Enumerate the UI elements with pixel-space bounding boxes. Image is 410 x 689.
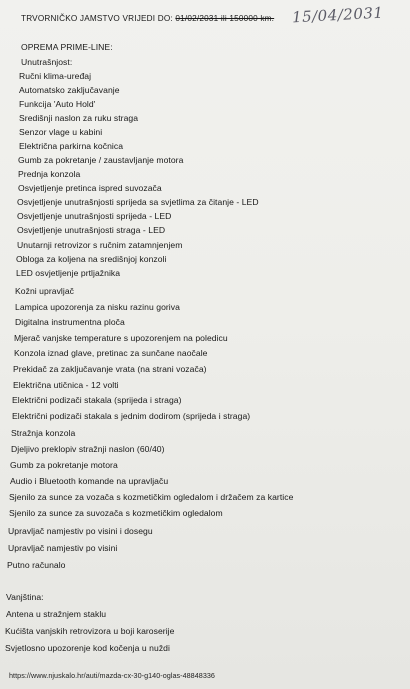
list-item: Stražnja konzola [11, 428, 76, 438]
exterior-title: Vanjština: [6, 592, 44, 602]
list-item: Upravljač namjestiv po visini [8, 543, 118, 553]
list-item: Ručni klima-uređaj [19, 71, 92, 81]
list-item: Gumb za pokretanje / zaustavljanje motora [18, 155, 184, 165]
list-item: Osvjetljenje pretinca ispred suvozača [18, 183, 162, 193]
list-item: Sjenilo za sunce za suvozača s kozmetičkim ogledalom [9, 508, 223, 518]
list-item: Električna parkirna kočnica [19, 141, 124, 151]
list-item: Putno računalo [7, 560, 66, 570]
list-item: Automatsko zaključavanje [19, 85, 120, 95]
list-item: Osvjetljenje unutrašnjosti straga - LED [17, 225, 166, 235]
warranty-header [21, 14, 274, 24]
list-item: LED osvjetljenje prtljažnika [16, 268, 121, 278]
handwritten-date: 15/04/2031 [291, 3, 384, 27]
list-item: Konzola iznad glave, pretinac za sunčane naočale [14, 348, 208, 358]
list-item: Kožni upravljač [15, 286, 75, 296]
list-item: Prekidač za zaključavanje vrata (na strani vozača) [13, 364, 207, 374]
list-item: Digitalna instrumentna ploča [15, 317, 125, 327]
list-item: Djeljivo preklopiv stražnji naslon (60/40) [11, 444, 165, 454]
list-item: Audio i Bluetooth komande na upravljaču [10, 476, 169, 486]
list-item: Gumb za pokretanje motora [10, 460, 118, 470]
warranty-struck-date: 01/02/2031 ili 150000 km. [175, 14, 275, 23]
list-item: Upravljač namjestiv po visini i dosegu [8, 526, 153, 536]
list-item: Prednja konzola [18, 169, 81, 179]
list-item: Električni podizači stakala (sprijeda i straga) [12, 395, 182, 405]
list-item: Električni podizači stakala s jednim dodirom (sprijeda i straga) [12, 411, 251, 421]
source-url: https://www.njuskalo.hr/auti/mazda-cx-30-g140-oglas-48848336 [9, 671, 215, 680]
list-item: Unutarnji retrovizor s ručnim zatamnjenjem [17, 240, 183, 250]
list-item: Kućišta vanjskih retrovizora u boji karoserije [5, 626, 175, 636]
list-item: Električna utičnica - 12 volti [13, 380, 119, 390]
list-item: Lampica upozorenja za nisku razinu goriva [15, 302, 180, 312]
list-item: Senzor vlage u kabini [19, 127, 103, 137]
list-item: Funkcija 'Auto Hold' [19, 99, 96, 109]
list-item: Osvjetljenje unutrašnjosti sprijeda - LED [17, 211, 172, 221]
list-item: Obloga za koljena na središnjoj konzoli [16, 254, 167, 264]
list-item: Svjetlosno upozorenje kod kočenja u nuždi [5, 643, 170, 653]
list-item: Antena u stražnjem staklu [6, 609, 107, 619]
warranty-label: TRVORNIČKO JAMSTVO VRIJEDI DO: [21, 14, 173, 23]
section-title: OPREMA PRIME-LINE: [21, 42, 113, 52]
list-item: Mjerač vanjske temperature s upozorenjem na poledicu [14, 333, 228, 343]
list-item: Središnji naslon za ruku straga [19, 113, 139, 123]
list-item: Sjenilo za sunce za vozača s kozmetičkim ogledalom i držačem za kartice [9, 492, 294, 502]
interior-title: Unutrašnjost: [21, 57, 73, 67]
list-item: Osvjetljenje unutrašnjosti sprijeda sa svjetlima za čitanje - LED [17, 197, 259, 207]
